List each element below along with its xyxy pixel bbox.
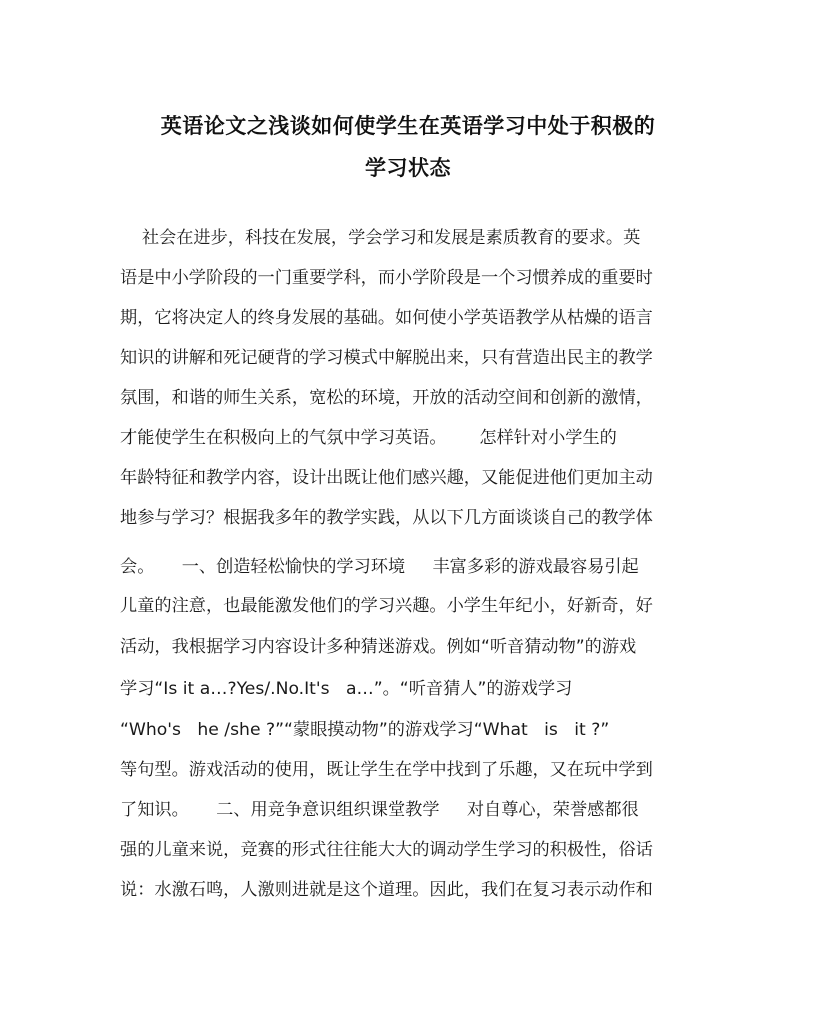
- body-line: 等句型。游戏活动的使用，既让学生在学中找到了乐趣，又在玩中学到: [120, 760, 653, 780]
- body-line: 活动，我根据学习内容设计多种猜迷游戏。例如“听音猜动物”的游戏: [120, 637, 637, 657]
- body-line: 才能使学生在积极向上的气氛中学习英语。 怎样针对小学生的: [120, 428, 617, 448]
- body-line: 期，它将决定人的终身发展的基础。如何使小学英语教学从枯燥的语言: [120, 308, 653, 328]
- body-line: 知识的讲解和死记硬背的学习模式中解脱出来，只有营造出民主的教学: [120, 348, 653, 368]
- document-title-line-1: 英语论文之浅谈如何使学生在英语学习中处于积极的: [160, 113, 656, 138]
- body-line: “Who's he /she ?”“蒙眼摸动物”的游戏学习“What is it ?”: [120, 720, 610, 740]
- body-line: 了知识。 二、用竞争意识组织课堂教学 对自尊心，荣誉感都很: [120, 800, 639, 820]
- body-line: 学习“Is it a…?Yes/.No.It's a…”。“听音猜人”的游戏学习: [120, 679, 573, 699]
- body-line: 地参与学习？根据我多年的教学实践，从以下几方面谈谈自己的教学体: [120, 508, 653, 528]
- body-line: 语是中小学阶段的一门重要学科，而小学阶段是一个习惯养成的重要时: [120, 268, 653, 288]
- body-line: 说：水激石鸣，人激则进就是这个道理。因此，我们在复习表示动作和: [120, 880, 653, 900]
- document-title-line-2: 学习状态: [365, 155, 451, 180]
- body-line: 儿童的注意，也最能激发他们的学习兴趣。小学生年纪小，好新奇，好: [120, 596, 653, 616]
- body-line: 氛围，和谐的师生关系，宽松的环境，开放的活动空间和创新的激情，: [120, 388, 653, 408]
- body-line: 强的儿童来说，竞赛的形式往往能大大的调动学生学习的积极性，俗话: [120, 840, 653, 860]
- body-line: 社会在进步，科技在发展，学会学习和发展是素质教育的要求。英: [120, 228, 641, 248]
- body-line: 会。 一、创造轻松愉快的学习环境 丰富多彩的游戏最容易引起: [120, 557, 639, 577]
- body-line: 年龄特征和教学内容，设计出既让他们感兴趣，又能促进他们更加主动: [120, 468, 653, 488]
